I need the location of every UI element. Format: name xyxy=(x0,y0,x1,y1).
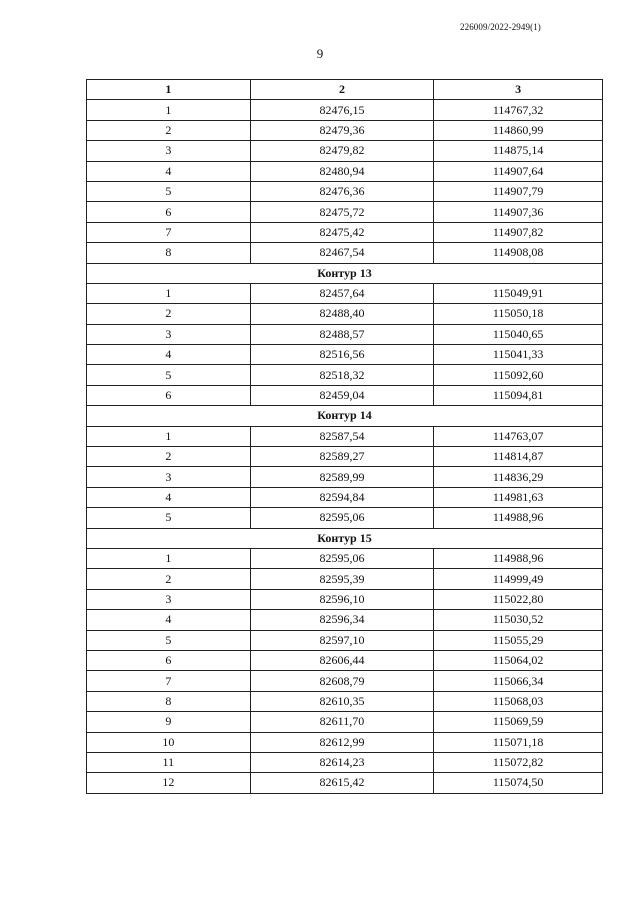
table-row xyxy=(87,650,603,670)
x-coordinate-cell: 82596,10 xyxy=(250,589,434,609)
point-number-cell: 6 xyxy=(87,385,251,405)
y-coordinate-cell: 115072,82 xyxy=(434,752,603,772)
y-coordinate-cell: 115050,18 xyxy=(434,304,603,324)
y-coordinate-cell: 115040,65 xyxy=(434,324,603,344)
point-number-cell: 8 xyxy=(87,691,251,711)
point-number-cell: 3 xyxy=(87,467,251,487)
table-row xyxy=(87,283,603,303)
x-coordinate-cell: 82614,23 xyxy=(250,752,434,772)
contour-section-row xyxy=(87,406,603,426)
x-coordinate-cell: 82594,84 xyxy=(250,487,434,507)
x-coordinate-cell: 82595,06 xyxy=(250,548,434,568)
table-row xyxy=(87,181,603,201)
column-header: 1 xyxy=(87,80,251,100)
table-row xyxy=(87,467,603,487)
point-number-cell: 9 xyxy=(87,712,251,732)
x-coordinate-cell: 82589,27 xyxy=(250,447,434,467)
y-coordinate-cell: 114999,49 xyxy=(434,569,603,589)
x-coordinate-cell: 82479,82 xyxy=(250,141,434,161)
point-number-cell: 4 xyxy=(87,345,251,365)
y-coordinate-cell: 114836,29 xyxy=(434,467,603,487)
x-coordinate-cell: 82608,79 xyxy=(250,671,434,691)
table-row xyxy=(87,671,603,691)
x-coordinate-cell: 82597,10 xyxy=(250,630,434,650)
table-row xyxy=(87,691,603,711)
x-coordinate-cell: 82476,36 xyxy=(250,181,434,201)
table-row xyxy=(87,202,603,222)
table-body xyxy=(87,100,603,793)
table-row xyxy=(87,385,603,405)
point-number-cell: 2 xyxy=(87,120,251,140)
y-coordinate-cell: 114981,63 xyxy=(434,487,603,507)
table-row xyxy=(87,630,603,650)
document-id: 226009/2022-2949(1) xyxy=(460,22,541,32)
x-coordinate-cell: 82589,99 xyxy=(250,467,434,487)
y-coordinate-cell: 114988,96 xyxy=(434,508,603,528)
x-coordinate-cell: 82596,34 xyxy=(250,610,434,630)
y-coordinate-cell: 115068,03 xyxy=(434,691,603,711)
point-number-cell: 1 xyxy=(87,426,251,446)
x-coordinate-cell: 82615,42 xyxy=(250,773,434,793)
x-coordinate-cell: 82611,70 xyxy=(250,712,434,732)
y-coordinate-cell: 114814,87 xyxy=(434,447,603,467)
column-header: 2 xyxy=(250,80,434,100)
table-row xyxy=(87,100,603,120)
y-coordinate-cell: 115092,60 xyxy=(434,365,603,385)
x-coordinate-cell: 82480,94 xyxy=(250,161,434,181)
x-coordinate-cell: 82475,42 xyxy=(250,222,434,242)
x-coordinate-cell: 82516,56 xyxy=(250,345,434,365)
x-coordinate-cell: 82610,35 xyxy=(250,691,434,711)
y-coordinate-cell: 114908,08 xyxy=(434,243,603,263)
y-coordinate-cell: 115041,33 xyxy=(434,345,603,365)
table-row xyxy=(87,773,603,793)
y-coordinate-cell: 114875,14 xyxy=(434,141,603,161)
x-coordinate-cell: 82476,15 xyxy=(250,100,434,120)
point-number-cell: 7 xyxy=(87,222,251,242)
coordinates-table xyxy=(86,79,603,794)
x-coordinate-cell: 82606,44 xyxy=(250,650,434,670)
table-row xyxy=(87,752,603,772)
table-row xyxy=(87,569,603,589)
point-number-cell: 11 xyxy=(87,752,251,772)
point-number-cell: 10 xyxy=(87,732,251,752)
table-row xyxy=(87,324,603,344)
table-row xyxy=(87,161,603,181)
x-coordinate-cell: 82467,54 xyxy=(250,243,434,263)
table-row xyxy=(87,345,603,365)
point-number-cell: 4 xyxy=(87,161,251,181)
contour-section-row xyxy=(87,263,603,283)
y-coordinate-cell: 115066,34 xyxy=(434,671,603,691)
column-header: 3 xyxy=(434,80,603,100)
x-coordinate-cell: 82488,57 xyxy=(250,324,434,344)
point-number-cell: 2 xyxy=(87,569,251,589)
x-coordinate-cell: 82488,40 xyxy=(250,304,434,324)
y-coordinate-cell: 115064,02 xyxy=(434,650,603,670)
table-row xyxy=(87,487,603,507)
contour-section-label: Контур 15 xyxy=(87,528,603,548)
y-coordinate-cell: 114763,07 xyxy=(434,426,603,446)
x-coordinate-cell: 82595,06 xyxy=(250,508,434,528)
y-coordinate-cell: 114860,99 xyxy=(434,120,603,140)
point-number-cell: 3 xyxy=(87,589,251,609)
point-number-cell: 3 xyxy=(87,141,251,161)
y-coordinate-cell: 114907,64 xyxy=(434,161,603,181)
table-row xyxy=(87,243,603,263)
table-row xyxy=(87,732,603,752)
table-row xyxy=(87,222,603,242)
page-number: 9 xyxy=(316,46,324,61)
y-coordinate-cell: 114907,36 xyxy=(434,202,603,222)
y-coordinate-cell: 115069,59 xyxy=(434,712,603,732)
point-number-cell: 7 xyxy=(87,671,251,691)
contour-section-label: Контур 13 xyxy=(87,263,603,283)
x-coordinate-cell: 82457,64 xyxy=(250,283,434,303)
x-coordinate-cell: 82479,36 xyxy=(250,120,434,140)
point-number-cell: 5 xyxy=(87,508,251,528)
y-coordinate-cell: 114988,96 xyxy=(434,548,603,568)
point-number-cell: 5 xyxy=(87,365,251,385)
x-coordinate-cell: 82587,54 xyxy=(250,426,434,446)
y-coordinate-cell: 115071,18 xyxy=(434,732,603,752)
point-number-cell: 8 xyxy=(87,243,251,263)
x-coordinate-cell: 82612,99 xyxy=(250,732,434,752)
y-coordinate-cell: 115094,81 xyxy=(434,385,603,405)
table-row xyxy=(87,589,603,609)
table-row xyxy=(87,120,603,140)
y-coordinate-cell: 115022,80 xyxy=(434,589,603,609)
point-number-cell: 2 xyxy=(87,304,251,324)
point-number-cell: 5 xyxy=(87,181,251,201)
table-row xyxy=(87,365,603,385)
point-number-cell: 1 xyxy=(87,283,251,303)
y-coordinate-cell: 115074,50 xyxy=(434,773,603,793)
x-coordinate-cell: 82459,04 xyxy=(250,385,434,405)
y-coordinate-cell: 114907,79 xyxy=(434,181,603,201)
table-row xyxy=(87,610,603,630)
point-number-cell: 2 xyxy=(87,447,251,467)
table-row xyxy=(87,508,603,528)
point-number-cell: 4 xyxy=(87,610,251,630)
table-row xyxy=(87,304,603,324)
point-number-cell: 3 xyxy=(87,324,251,344)
point-number-cell: 12 xyxy=(87,773,251,793)
contour-section-row xyxy=(87,528,603,548)
y-coordinate-cell: 114907,82 xyxy=(434,222,603,242)
table-row xyxy=(87,548,603,568)
table-row xyxy=(87,712,603,732)
x-coordinate-cell: 82475,72 xyxy=(250,202,434,222)
y-coordinate-cell: 115049,91 xyxy=(434,283,603,303)
table-row xyxy=(87,447,603,467)
point-number-cell: 5 xyxy=(87,630,251,650)
point-number-cell: 1 xyxy=(87,100,251,120)
y-coordinate-cell: 115055,29 xyxy=(434,630,603,650)
table-row xyxy=(87,426,603,446)
x-coordinate-cell: 82518,32 xyxy=(250,365,434,385)
table-header-row xyxy=(87,80,603,100)
y-coordinate-cell: 114767,32 xyxy=(434,100,603,120)
y-coordinate-cell: 115030,52 xyxy=(434,610,603,630)
table-row xyxy=(87,141,603,161)
point-number-cell: 6 xyxy=(87,202,251,222)
point-number-cell: 4 xyxy=(87,487,251,507)
contour-section-label: Контур 14 xyxy=(87,406,603,426)
x-coordinate-cell: 82595,39 xyxy=(250,569,434,589)
point-number-cell: 6 xyxy=(87,650,251,670)
point-number-cell: 1 xyxy=(87,548,251,568)
